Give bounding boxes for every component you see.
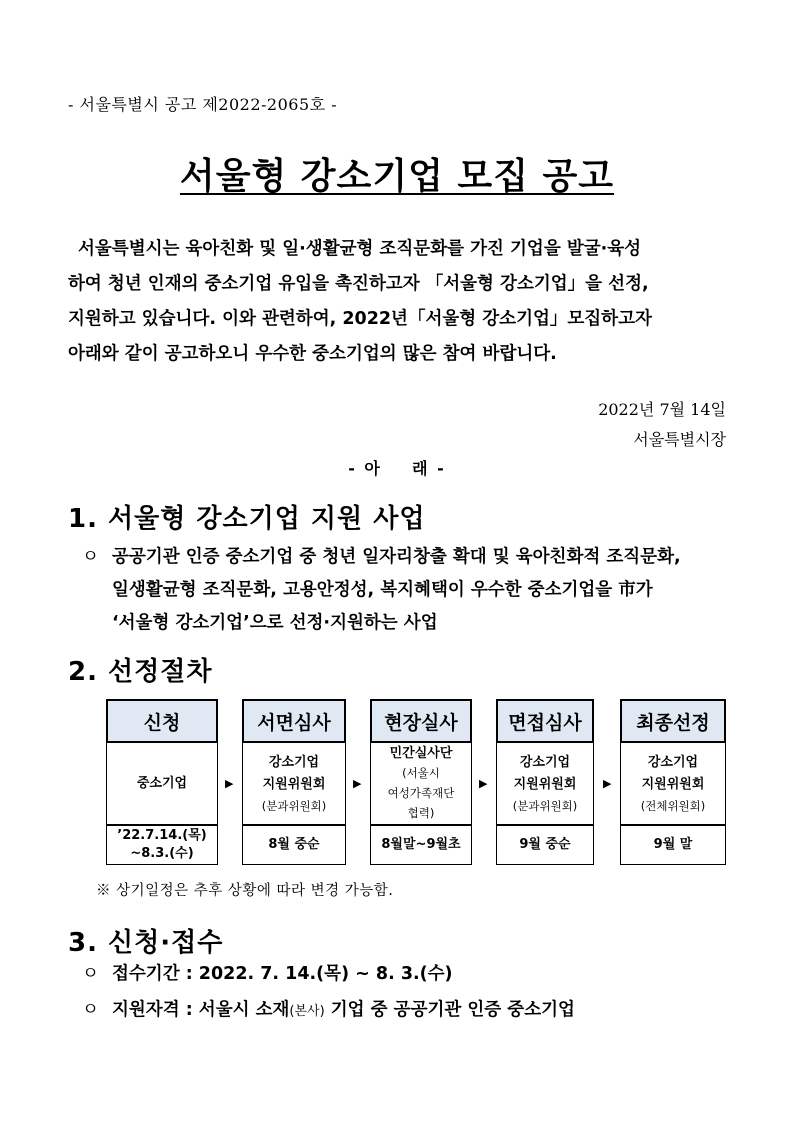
step-body — [620, 743, 726, 825]
qualification-prefix: 지원자격 : 서울시 소재 — [112, 1000, 290, 1020]
schedule-line: ~8.3.(수) — [130, 846, 194, 861]
step-body — [370, 743, 472, 825]
step-header: 면접심사 — [496, 699, 594, 743]
step-header: 현장실사 — [370, 699, 472, 743]
intro-line: 서울특별시는 육아친화 및 일·생활균형 조직문화를 가진 기업을 발굴·육성 — [78, 239, 642, 259]
step-header: 서면심사 — [242, 699, 346, 743]
selection-process-chart — [106, 699, 728, 869]
intro-line: 하여 청년 인재의 중소기업 유입을 촉진하고자 「서울형 강소기업」을 선정, — [68, 274, 649, 294]
step-body-line: 지원위원회 — [513, 776, 577, 792]
step-body-line: 민간실사단 — [389, 746, 453, 761]
step-schedule: 9월 중순 — [496, 825, 594, 865]
step-body-line: 지원위원회 — [641, 776, 705, 792]
notice-number: - 서울특별시 공고 제2022-2065호 - — [68, 95, 338, 114]
step-body-sub: (분과위원회) — [512, 798, 578, 813]
arrow-icon: ▶ — [603, 777, 612, 790]
qualification-suffix: 기업 중 공공기관 인증 중소기업 — [324, 1000, 575, 1020]
arrow-icon: ▶ — [479, 777, 488, 790]
bullet-mark: ㅇ — [82, 547, 99, 567]
step-body — [496, 743, 594, 825]
bullet-mark: ㅇ — [82, 964, 99, 984]
schedule-note: ※ 상기일정은 추후 상황에 따라 변경 가능함. — [96, 883, 394, 899]
page-title — [0, 148, 794, 199]
bullet-mark: ㅇ — [82, 1000, 99, 1020]
step-body-line: 강소기업 — [647, 754, 699, 770]
intro-paragraph — [68, 232, 728, 372]
qualification-text — [112, 994, 728, 1028]
page-title-text: 서울형 강소기업 모집 공고 — [179, 156, 615, 197]
intro-line: 아래와 같이 공고하오니 우수한 중소기업의 많은 참여 바랍니다. — [68, 344, 557, 364]
section2-heading: 2. 선정절차 — [68, 657, 213, 687]
step-schedule: 9월 말 — [620, 825, 726, 865]
arrow-icon: ▶ — [225, 777, 234, 790]
qualification-small: (본사) — [289, 1004, 325, 1019]
step-body-sub: (전체위원회) — [640, 798, 706, 813]
step-body-sub: (서울시 — [402, 766, 440, 780]
step-schedule: 8월말~9월초 — [370, 825, 472, 865]
step-schedule — [106, 825, 218, 865]
section1-heading: 1. 서울형 강소기업 지원 사업 — [68, 504, 426, 534]
step-body-sub: (분과위원회) — [261, 798, 327, 813]
intro-line: 지원하고 있습니다. 이와 관련하여, 2022년「서울형 강소기업」모집하고자 — [68, 309, 652, 329]
step-body-line: 강소기업 — [268, 754, 320, 770]
step-body-sub: 여성가족재단 — [387, 786, 455, 800]
signer: 서울특별시장 — [633, 430, 726, 449]
step-body-line: 강소기업 — [519, 754, 571, 770]
section3-qualification — [82, 994, 728, 1028]
step-body — [106, 743, 218, 825]
step-body — [242, 743, 346, 825]
section1-line: 일생활균형 조직문화, 고용안정성, 복지혜택이 우수한 중소기업을 市가 — [112, 580, 653, 600]
schedule-line: ’22.7.14.(목) — [117, 828, 207, 843]
section1-line: 공공기관 인증 중소기업 중 청년 일자리창출 확대 및 육아친화적 조직문화, — [112, 547, 681, 567]
period-text: 접수기간 : 2022. 7. 14.(목) ~ 8. 3.(수) — [112, 964, 453, 984]
section1-bullet — [82, 541, 728, 640]
step-body-line: 지원위원회 — [262, 776, 326, 792]
step-header: 신청 — [106, 699, 218, 743]
section3-heading: 3. 신청·접수 — [68, 928, 224, 958]
step-header: 최종선정 — [620, 699, 726, 743]
notice-date: 2022년 7월 14일 — [598, 400, 726, 419]
section3-period — [82, 958, 728, 991]
below-label: - 아 래 - — [348, 459, 446, 478]
arrow-icon: ▶ — [353, 777, 362, 790]
step-body-sub: 협력) — [407, 806, 435, 820]
step-body-line: 중소기업 — [136, 775, 188, 791]
step-schedule: 8월 중순 — [242, 825, 346, 865]
section1-line: ‘서울형 강소기업’으로 선정·지원하는 사업 — [112, 613, 438, 633]
